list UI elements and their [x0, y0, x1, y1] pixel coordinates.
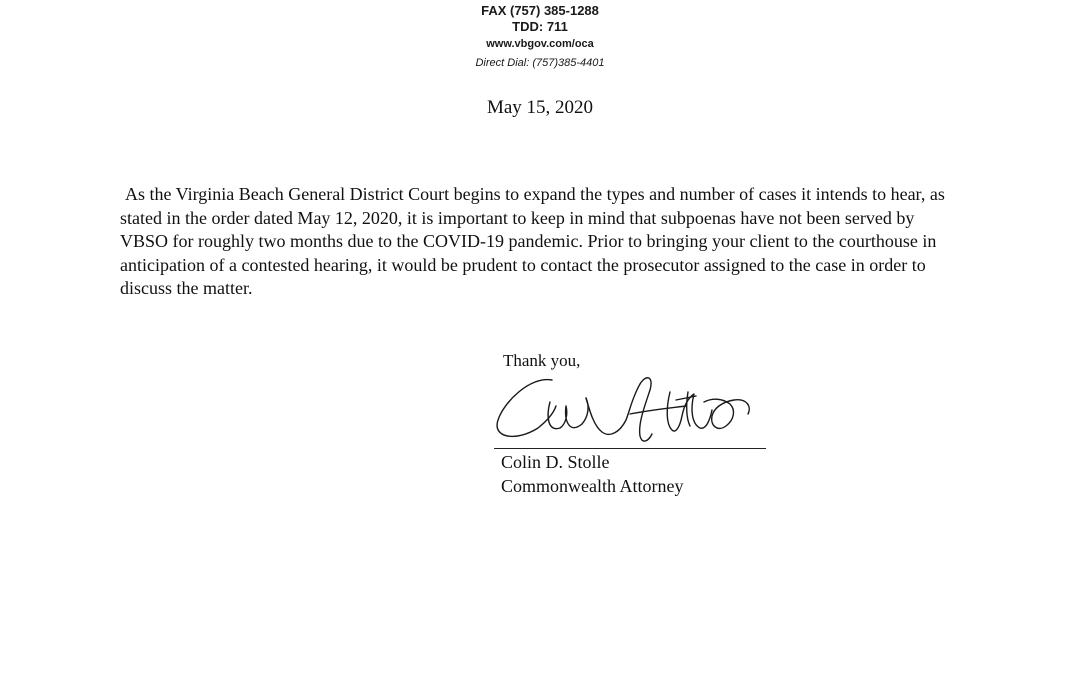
signer-name: Colin D. Stolle	[501, 452, 610, 472]
letterhead-direct-dial: Direct Dial: (757)385-4401	[475, 57, 605, 69]
letter-body	[120, 183, 950, 301]
letterhead	[0, 0, 1080, 73]
letterhead-fax: FAX (757) 385-1288	[481, 3, 599, 18]
letter-body-paragraph: As the Virginia Beach General District Court begins to expand the types and number of cases it intends to hear, as stated in the order dated May 12, 2020, it is important to keep in mind that subpoenas have not been served by VBSO for roughly two months due to the COVID-19 pandemic. Prior to bringing your client to the courthouse in anticipation of a contested hearing, it would be prudent to contact the prosecutor assigned to the case in order to discuss the matter.	[120, 184, 945, 299]
closing-salutation: Thank you,	[503, 351, 581, 370]
handwritten-signature	[490, 362, 780, 452]
letterhead-tdd: TDD: 711	[512, 19, 568, 34]
signer-title: Commonwealth Attorney	[501, 476, 684, 496]
signature-line	[494, 448, 766, 449]
letter-date: May 15, 2020	[486, 97, 594, 118]
letterhead-website: www.vbgov.com/oca	[486, 38, 594, 50]
